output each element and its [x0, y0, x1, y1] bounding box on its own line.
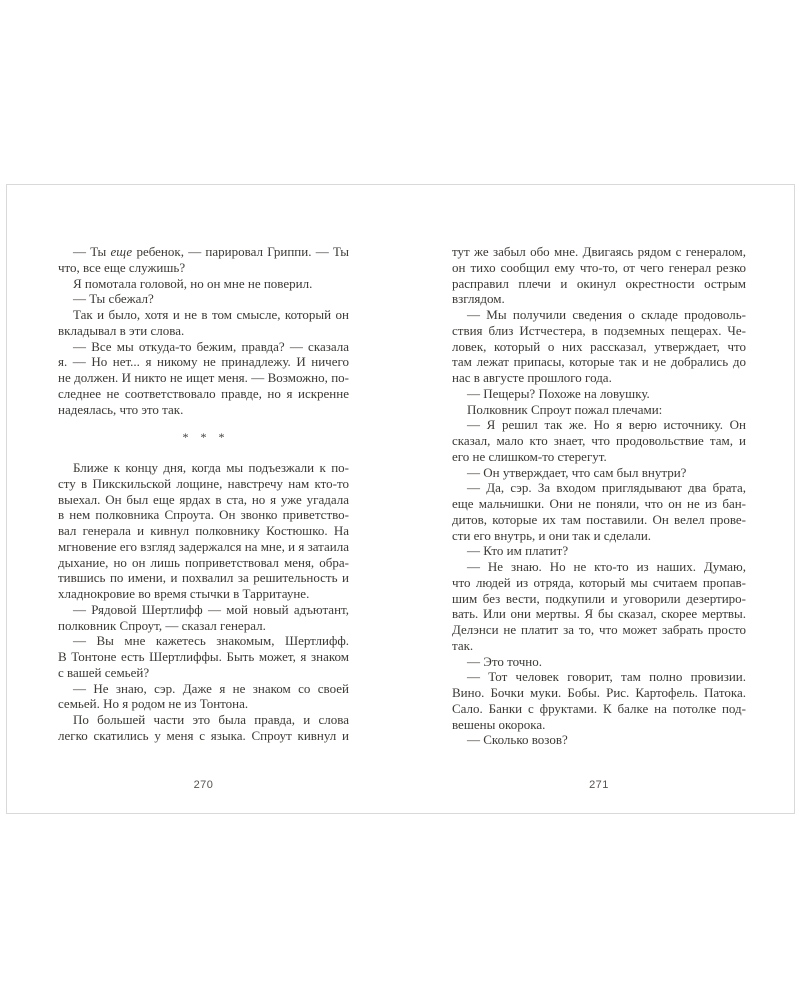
- paragraph: [452, 480, 746, 543]
- paragraph: [58, 602, 349, 634]
- text-line: вал генерала и кивнул полковнику Костюшко. На: [58, 523, 349, 538]
- book-spread: [6, 184, 795, 814]
- text-line: сказал, мало кто знает, что продовольствие там, и: [452, 433, 746, 448]
- paragraph: [58, 460, 349, 602]
- text-line: семьей. Но я родом не из Тонтона.: [58, 696, 249, 712]
- text-line: По большей части это была правда, и слова: [73, 712, 349, 727]
- text-line: — Вы мне кажетесь знакомым, Шертлифф.: [73, 633, 349, 649]
- text-line: что людей из отряда, который мы считаем пропав-: [452, 574, 746, 590]
- text-line: выехал. Он был еще ярдах в ста, но я уже угадала: [58, 491, 349, 507]
- text-line: — Это точно.: [467, 653, 543, 669]
- page-number-right: 271: [589, 779, 609, 791]
- paragraph: [58, 339, 349, 418]
- text-line: расправил плечи и окинул окрестности острым: [452, 275, 746, 291]
- text-line: нас в августе прошлого года.: [452, 370, 612, 385]
- text-line: дитов, которые их там поставили. Он велел прове-: [452, 511, 746, 527]
- text-line: там лежат припасы, которые так и не добрались до: [452, 354, 746, 370]
- text-line: — Не знаю. Но не кто-то из наших. Думаю,: [467, 559, 746, 574]
- paragraph: [452, 386, 746, 402]
- paragraph: [58, 244, 349, 276]
- text-line: — Пещеры? Похоже на ловушку.: [467, 385, 650, 401]
- section-separator: * * *: [182, 430, 225, 445]
- paragraph: [452, 465, 746, 481]
- paragraph: [452, 402, 746, 418]
- text-line: — Сколько возов?: [467, 732, 568, 748]
- text-line: — Тот человек говорит, там полно провизии.: [467, 669, 746, 685]
- text-line: — Ты сбежал?: [73, 291, 154, 307]
- text-line: ствия близ Истчестера, в подземных пещерах. Че-: [452, 322, 746, 338]
- text-line: в нем полковника Спроута. Он звонко приветство-: [58, 507, 349, 523]
- paragraph: [58, 291, 349, 307]
- text-line: вешены окорока.: [452, 716, 546, 732]
- paragraph: [452, 244, 746, 307]
- text-line: — Все мы откуда-то бежим, правда? — сказала: [73, 338, 349, 354]
- paragraph: [452, 732, 746, 748]
- text-line: я. — Но нет... я никому не принадлежу. И ничего: [58, 354, 349, 370]
- text-line: надеялась, что это так.: [58, 401, 184, 417]
- text-line: что, все еще служишь?: [58, 259, 186, 275]
- text-line: вать. Или они мертвы. Я бы сказал, скорее мертвы.: [452, 606, 746, 622]
- text-line: Так и было, хотя и не в том смысле, который он: [73, 307, 349, 322]
- text-line: сти его внутрь, и они так и сделали.: [452, 527, 652, 543]
- paragraph: [452, 669, 746, 732]
- text-line: Сало. Банки с фруктами. К балке на потолке под-: [452, 700, 746, 716]
- text-line: Вино. Бочки муки. Бобы. Рис. Картофель. Патока.: [452, 685, 746, 700]
- text-line: вкладывал в эти слова.: [58, 322, 185, 338]
- text-line: Ближе к концу дня, когда мы подъезжали к по-: [73, 460, 349, 475]
- text-line: сту в Пикскильской лощине, навстречу нам кто-то: [58, 475, 349, 491]
- text-line: — Да, сэр. За входом приглядывают два брата,: [467, 480, 746, 496]
- paragraph: [452, 559, 746, 654]
- text-line: дыхание, но он лишь поприветствовал меня, обра-: [58, 554, 349, 570]
- paragraph: [58, 681, 349, 713]
- text-line: тут же забыл обо мне. Двигаясь рядом с генералом,: [452, 244, 746, 259]
- paragraph: [452, 417, 746, 464]
- text-line: — Кто им платит?: [467, 543, 569, 559]
- text-line: Делэнси не платит за то, что может забрать просто: [452, 622, 746, 637]
- paragraph: [58, 307, 349, 339]
- page-left-text: [58, 244, 349, 744]
- text-line: — Ты еще ребенок, — парировал Гриппи. — Ты: [73, 244, 349, 259]
- paragraph: [58, 633, 349, 680]
- text-line: так.: [452, 637, 474, 653]
- text-line: ловек, который о них рассказал, утверждает, что: [452, 338, 746, 354]
- text-line: — Я решил так же. Но я верю источнику. Он: [467, 417, 746, 433]
- text-line: — Он утверждает, что сам был внутри?: [467, 464, 687, 480]
- paragraph: [452, 543, 746, 559]
- text-line: В Тонтоне есть Шертлиффы. Быть может, я знаком: [58, 649, 349, 664]
- page-number-left: 270: [193, 779, 214, 791]
- paragraph: [58, 276, 349, 292]
- page-right-text: [452, 244, 746, 748]
- text-line: следнее не соответствовало правде, но я искренне: [58, 385, 349, 401]
- paragraph: [452, 654, 746, 670]
- text-line: хладнокровие во время стычки в Тарритауне.: [58, 586, 310, 601]
- text-line: полковник Спроут, — сказал генерал.: [58, 617, 266, 633]
- text-line: мгновение его взгляд задержался на мне, и я затаила: [58, 538, 349, 554]
- text-line: его не слишком-то стерегут.: [452, 448, 607, 464]
- text-line: легко скатились у меня с языка. Спроут кивнул и: [58, 727, 349, 743]
- text-line: с вашей семьей?: [58, 664, 150, 680]
- text-line: он тихо сообщил ему что-то, от чего генерал резко: [452, 259, 746, 275]
- paragraph: [58, 712, 349, 744]
- paragraph: [452, 307, 746, 386]
- text-line: — Не знаю, сэр. Даже я не знаком со своей: [73, 680, 349, 696]
- text-line: Я помотала головой, но он мне не поверил.: [73, 275, 313, 291]
- text-line: — Мы получили сведения о складе продоволь-: [467, 307, 746, 322]
- text-line: взглядом.: [452, 291, 505, 307]
- text-line: еще мальчишки. Они не поняли, что он не из бан-: [452, 496, 746, 511]
- text-line: шим без вести, подкупили и уговорили дезертиро-: [452, 590, 746, 606]
- text-line: — Рядовой Шертлифф — мой новый адъютант,: [73, 601, 349, 617]
- text-line: Полковник Спроут пожал плечами:: [467, 401, 663, 417]
- text-line: тившись по имени, и похвалил за решительность и: [58, 570, 349, 586]
- text-line: не должен. И никто не ищет меня. — Возможно, по-: [58, 370, 349, 385]
